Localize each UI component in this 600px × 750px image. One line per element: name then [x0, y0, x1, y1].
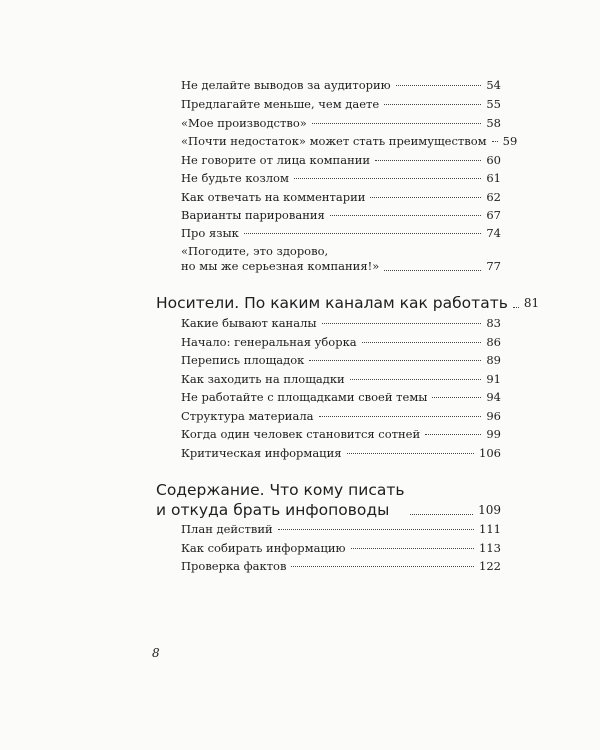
toc-entry-title: Как собирать информацию	[181, 541, 346, 555]
page-number: 8	[152, 646, 160, 660]
toc-entry	[181, 78, 501, 93]
toc-section-heading	[156, 293, 540, 313]
toc-entry-title: Начало: генеральная уборка	[181, 335, 357, 349]
toc-entry-title: Не говорите от лица компании	[181, 153, 371, 167]
toc-section-heading	[156, 480, 501, 520]
toc-entry-page: 58	[486, 116, 501, 130]
toc-entry	[181, 316, 501, 331]
dot-leader	[396, 85, 482, 86]
toc-entry-title: Не будьте козлом	[181, 171, 289, 185]
toc-entry-page: 54	[486, 78, 501, 92]
toc-entry-title: Как заходить на площадки	[181, 372, 345, 386]
toc-entry-page: 122	[479, 559, 501, 573]
toc-entry	[181, 153, 501, 168]
toc-entry-page: 61	[486, 171, 501, 185]
dot-leader	[492, 141, 498, 142]
dot-leader	[410, 514, 474, 515]
toc-entry	[181, 372, 501, 387]
toc-entry	[181, 134, 518, 149]
toc-entry-page: 67	[486, 208, 501, 222]
toc-entry	[181, 208, 501, 223]
dot-leader	[322, 323, 482, 324]
toc-entry-page: 55	[486, 97, 501, 111]
dot-leader	[278, 529, 474, 530]
toc-entry-title: «Мое производство»	[181, 116, 307, 130]
toc-entry	[181, 541, 501, 556]
toc-entry	[181, 226, 501, 241]
toc-entry-page: 60	[486, 153, 501, 167]
dot-leader	[351, 548, 475, 549]
toc-entry	[181, 390, 501, 405]
toc-entry-title: Про язык	[181, 226, 239, 240]
toc-entry-title: «Почти недостаток» может стать преимуществом	[181, 134, 487, 148]
toc-entry	[181, 97, 501, 112]
toc-entry-page: 62	[486, 190, 501, 204]
toc-entry-title: Предлагайте меньше, чем даете	[181, 97, 380, 111]
dot-leader	[432, 397, 481, 398]
toc-entry-title: Не делайте выводов за аудиторию	[181, 78, 391, 92]
toc-entry	[181, 559, 501, 574]
toc-entry-page: 91	[486, 372, 501, 386]
toc-entry	[181, 353, 501, 368]
dot-leader	[347, 453, 475, 454]
section-title	[156, 480, 405, 520]
toc-entry-page: 96	[486, 409, 501, 423]
dot-leader	[309, 360, 481, 361]
toc-entry-title	[181, 244, 379, 274]
dot-leader	[384, 270, 481, 271]
toc-entry-page: 59	[502, 134, 518, 148]
toc-entry	[181, 446, 501, 461]
toc-entry	[181, 171, 501, 186]
toc-entry-title: Перепись площадок	[181, 353, 305, 367]
toc-entry-title: Структура материала	[181, 409, 314, 423]
dot-leader	[291, 566, 474, 567]
toc-entry	[181, 335, 501, 350]
toc-entry-page: 106	[479, 446, 501, 460]
toc-entry	[181, 244, 501, 274]
toc-entry-title: Когда один человек становится сотней	[181, 427, 421, 441]
section-page: 109	[478, 503, 501, 517]
toc-entry-page: 99	[486, 427, 501, 441]
toc-entry-title: Не работайте с площадками своей темы	[181, 390, 428, 404]
toc-entry-title: Проверка фактов	[181, 559, 287, 573]
toc-entry-title: Варианты парирования	[181, 208, 325, 222]
section-title: Носители. По каким каналам как работать	[156, 294, 508, 312]
dot-leader	[425, 434, 481, 435]
toc-entry-page: 89	[486, 353, 501, 367]
dot-leader	[244, 233, 482, 234]
section-title-line: и откуда брать инфоповоды	[156, 501, 390, 519]
dot-leader	[319, 416, 482, 417]
toc-entry	[181, 427, 501, 442]
toc-entry	[181, 190, 501, 205]
toc-entry-title-line: но мы же серьезная компания!»	[181, 259, 380, 273]
toc-entry-page: 94	[486, 390, 501, 404]
toc-entry-title: Как отвечать на комментарии	[181, 190, 366, 204]
dot-leader	[294, 178, 481, 179]
toc-entry-page: 74	[486, 226, 501, 240]
toc-entry-page: 83	[486, 316, 501, 330]
dot-leader	[350, 379, 482, 380]
dot-leader	[370, 197, 481, 198]
toc-entry-title: План действий	[181, 522, 273, 536]
dot-leader	[312, 123, 482, 124]
dot-leader	[513, 307, 519, 308]
toc-entry-page: 111	[479, 522, 501, 536]
toc-entry	[181, 409, 501, 424]
section-title-line: Содержание. Что кому писать	[156, 481, 405, 499]
toc-entry-title: Какие бывают каналы	[181, 316, 317, 330]
dot-leader	[362, 342, 482, 343]
section-page: 81	[523, 296, 540, 310]
toc-entry-title-line: «Погодите, это здорово,	[181, 244, 329, 258]
toc-entry-page: 113	[479, 541, 501, 555]
toc-entry	[181, 522, 501, 537]
dot-leader	[384, 104, 481, 105]
toc-entry-page: 77	[486, 259, 501, 273]
toc-entry-page: 86	[486, 335, 501, 349]
toc-entry	[181, 116, 501, 131]
dot-leader	[330, 215, 482, 216]
toc-entry-title: Критическая информация	[181, 446, 342, 460]
dot-leader	[375, 160, 481, 161]
